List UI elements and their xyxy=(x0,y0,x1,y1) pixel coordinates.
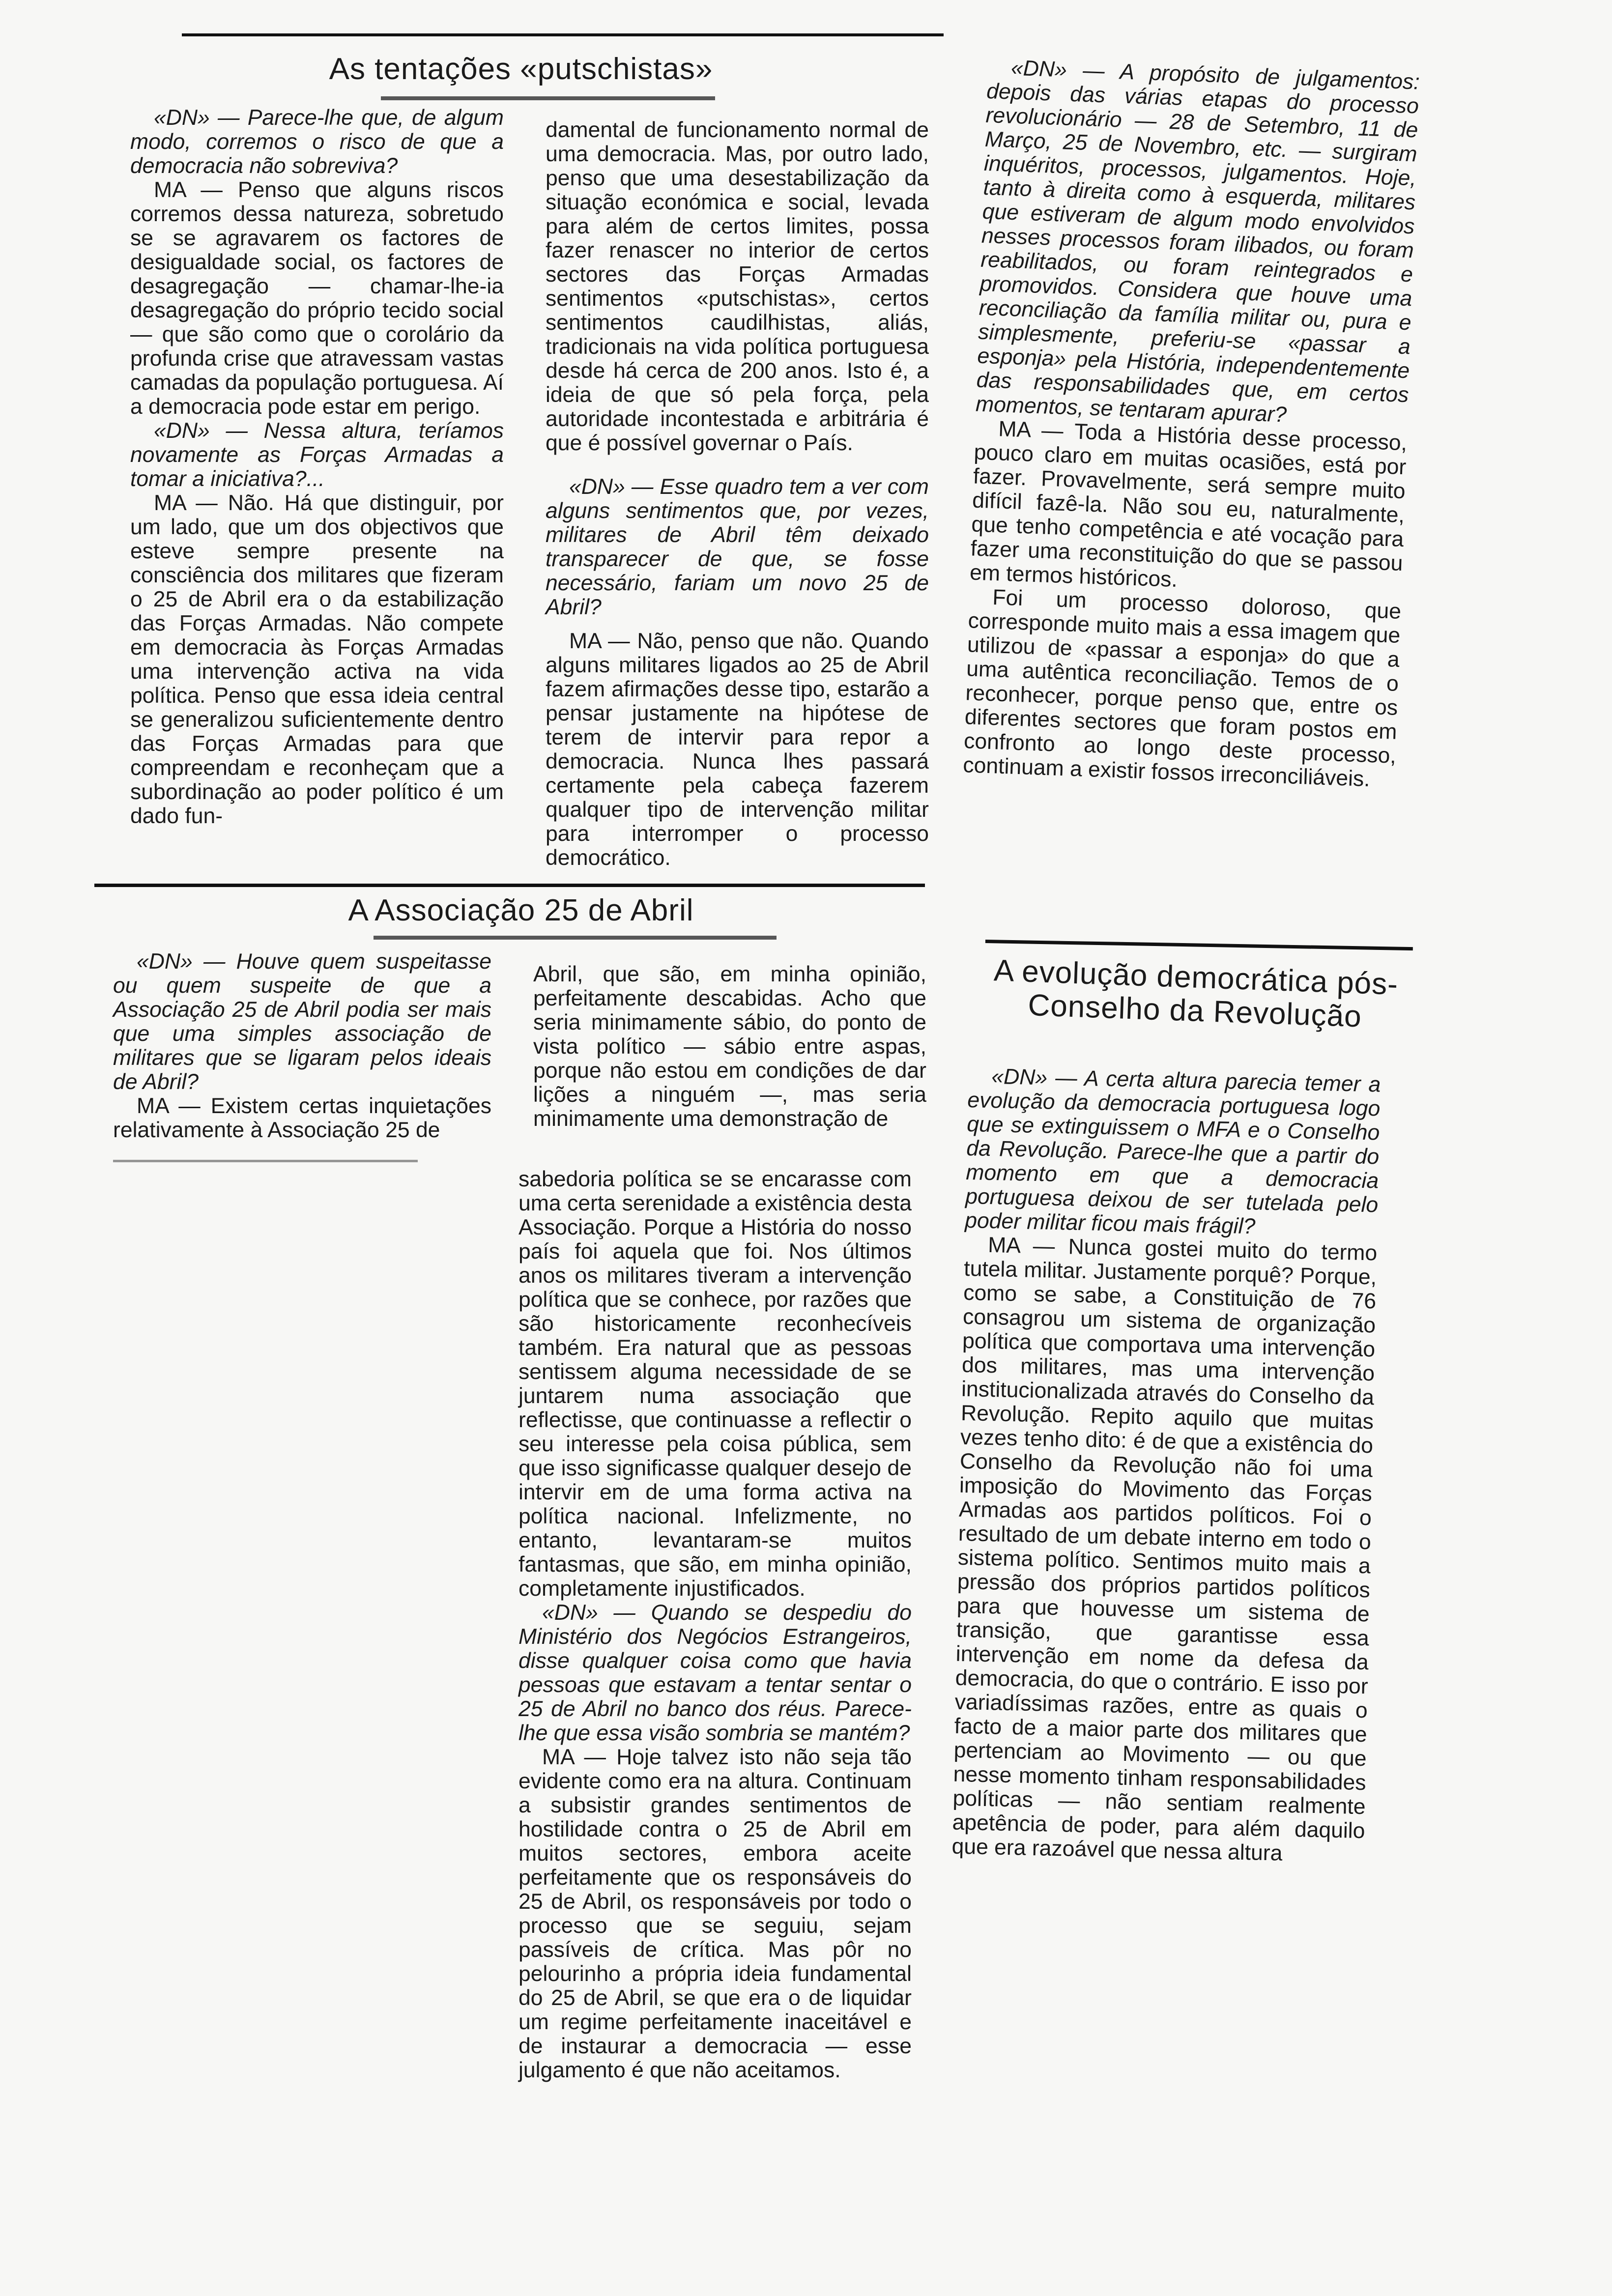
answer-paragraph: sabedoria política se se encarasse com uma certa serenidade a existência desta Associação. Porque a História do nosso país foi aquela que foi. Nos últimos anos os militares tiveram a intervenção política que se conhece, por razões que são historicamente reconhecíveis também. Era natural que as pessoas sentissem alguma necessidade de se juntarem numa associação que reflectisse, que continuasse a reflectir o seu interesse pela coisa pública, sem que isso significasse qualquer desejo de intervir em de uma forma activa na política nacional. Infelizmente, no entanto, levantaram-se muitos fantasmas, que são, em minha opinião, completamente injustificados. xyxy=(518,1167,912,1601)
answer-paragraph: MA — Não, penso que não. Quando alguns militares ligados ao 25 de Abril fazem afirmações desse tipo, estarão a pensar justamente na hipótese de terem de intervir para repor a democracia. Nunca lhes passará certamente pela cabeça fazerem qualquer tipo de intervenção militar para interromper o processo democrático. xyxy=(546,629,929,870)
question-paragraph: «DN» — Nessa altura, teríamos novamente as Forças Armadas a tomar a iniciativa?... xyxy=(130,419,504,491)
question-paragraph: «DN» — Houve quem suspeitasse ou quem suspeite de que a Associação 25 de Abril podia ser mais que uma simples associação de militares que se ligaram pelos ideais de Abril? xyxy=(113,949,491,1094)
section-title-evolucao: A evolução democrática pós-Conselho da Revolução xyxy=(993,953,1399,1034)
answer-paragraph: MA — Nunca gostei muito do termo tutela militar. Justamente porquê? Porque, como se sabe, a Constituição de 76 consagrou um sistema de organização política que comportava uma intervenção dos militares, mas uma intervenção institucionalizada através do Conselho da Revolução. Repito aquilo que muitas vezes tenho dito: é de que a existência do Conselho da Revolução não foi uma imposição do Movimento das Forças Armadas aos partidos políticos. Foi o resultado de um debate interno em todo o sistema político. Sentimos muito mais a pressão dos próprios partidos políticos para que houvesse um sistema de transição, que garantisse essa intervenção em nome da defesa da democracia, do que o contrário. E isso por variadíssimas razões, entre as quais o facto de a maior parte dos militares que pertenciam ao Movimento — ou que nesse momento tinham responsabilidades políticas — não sentiam realmente apetência de poder, para além daquilo que era razoável que nessa altura xyxy=(951,1233,1378,1866)
top-rule xyxy=(182,33,944,36)
title-underline-1 xyxy=(381,96,715,100)
section3-column xyxy=(944,1064,1381,2252)
section-title-associacao: A Associação 25 de Abril xyxy=(348,893,694,927)
answer-paragraph: Foi um processo doloroso, que corresponde muito mais a essa imagem que utilizou de «passar a esponja» do que a uma autêntica reconciliação. Temos de o reconhecer, porque penso que, entre os diferentes sectores que foram postos em confronto ao longo deste processo, continuam a existir fossos irreconciliáveis. xyxy=(962,585,1402,792)
answer-paragraph: MA — Não. Há que distinguir, por um lado, que um dos objectivos que esteve sempre presente na consciência dos militares que fizeram o 25 de Abril era o da estabilização das Forças Armadas. Não compete em democracia às Forças Armadas uma intervenção activa na vida política. Penso que essa ideia central se generalizou suficientemente dentro das Forças Armadas para que compreendam e reconheçam que a subordinação ao poder político é um dado fun- xyxy=(130,491,504,828)
torn-edge-line xyxy=(113,1160,418,1162)
question-paragraph: «DN» — Quando se despediu do Ministério dos Negócios Estrangeiros, disse qualquer coisa como que havia pessoas que estavam a tentar sentar o 25 de Abril no banco dos réus. Parece-lhe que essa visão sombria se mantém? xyxy=(518,1601,912,1745)
question-paragraph: «DN» — A propósito de julgamentos: depois das várias etapas do processo revolucionário — 28 de Setembro, 11 de Março, 25 de Novembro, etc. — surgiram inquéritos, processos, julgamentos. Hoje, tanto à direita como à esquerda, militares que estiveram de algum modo envolvidos nesses processos foram ilibados, ou foram reabilitados, ou foram reintegrados e promovidos. Considera que houve uma reconciliação da família militar ou, pura e simplesmente, preferiu-se «passar a esponja» pela História, independentemente das responsabilidades que, em certos momentos, se tentaram apurar? xyxy=(975,56,1420,427)
title-underline-2 xyxy=(374,936,777,940)
answer-paragraph: MA — Existem certas inquietações relativamente à Associação 25 de xyxy=(113,1094,491,1142)
answer-paragraph: damental de funcionamento normal de uma democracia. Mas, por outro lado, penso que uma desestabilização da situação económica e social, levada para além de certos limites, possa fazer renascer no interior de certos sectores das Forças Armadas sentimentos «putschistas», certos sentimentos caudilhistas, aliás, tradicionais na vida política portuguesa desde há cerca de 200 anos. Isto é, a ideia de que só pela força, pela autoridade incontestada e arbitrária é que é possível governar o País. xyxy=(546,118,929,455)
section2-column-2-bottom xyxy=(518,1167,912,2194)
section2-column-2-top xyxy=(533,962,926,1139)
answer-paragraph: MA — Penso que alguns riscos corremos dessa natureza, sobretudo se se agravarem os factores de desigualdade social, os factores de desagregação — chamar-lhe-ia desagregação do próprio tecido social — que são como que o corolário da profunda crise que atravessam vastas camadas da população portuguesa. Aí a democracia pode estar em perigo. xyxy=(130,178,504,419)
answer-paragraph: Abril, que são, em minha opinião, perfeitamente descabidas. Acho que seria minimamente sábio, do ponto de vista político — sábio entre aspas, porque não estou em condições de dar lições a ninguém —, mas seria minimamente uma demonstração de xyxy=(533,962,926,1131)
answer-paragraph: MA — Toda a História desse processo, pouco claro em muitas ocasiões, está por fazer. Provavelmente, será sempre muito difícil fazê-la. Não sou eu, naturalmente, que tenho competência e até vocação para fazer uma reconstituição do que se passou em termos históricos. xyxy=(969,417,1408,592)
section2-column-1 xyxy=(113,949,491,1156)
section1-column-2 xyxy=(546,118,929,870)
section-divider-rule xyxy=(94,884,925,887)
section1-column-1 xyxy=(130,106,504,862)
section1-column-3 xyxy=(957,55,1420,945)
section-title-putschistas: As tentações «putschistas» xyxy=(329,52,713,86)
question-paragraph: «DN» — Esse quadro tem a ver com alguns sentimentos que, por vezes, militares de Abril têm deixado transparecer de que, se fosse necessário, fariam um novo 25 de Abril? xyxy=(546,475,929,619)
answer-paragraph: MA — Hoje talvez isto não seja tão evidente como era na altura. Continuam a subsistir grandes sentimentos de hostilidade contra o 25 de Abril em muitos sectores, embora aceite perfeitamente que os responsáveis do 25 de Abril, os responsáveis por todo o processo que se seguiu, sejam passíveis de crítica. Mas pôr no pelourinho a própria ideia fundamental do 25 de Abril, se que era o de liquidar um regime perfeitamente inaceitável e de instaurar a democracia — esse julgamento é que não aceitamos. xyxy=(518,1745,912,2082)
question-paragraph: «DN» — A certa altura parecia temer a evolução da democracia portuguesa logo que se extinguissem o MFA e o Conselho da Revolução. Parece-lhe que a partir do momento em que a democracia portuguesa deixou de ser tutelada pelo poder militar ficou mais frágil? xyxy=(964,1064,1381,1239)
question-paragraph: «DN» — Parece-lhe que, de algum modo, corremos o risco de que a democracia não sobreviva? xyxy=(130,106,504,178)
